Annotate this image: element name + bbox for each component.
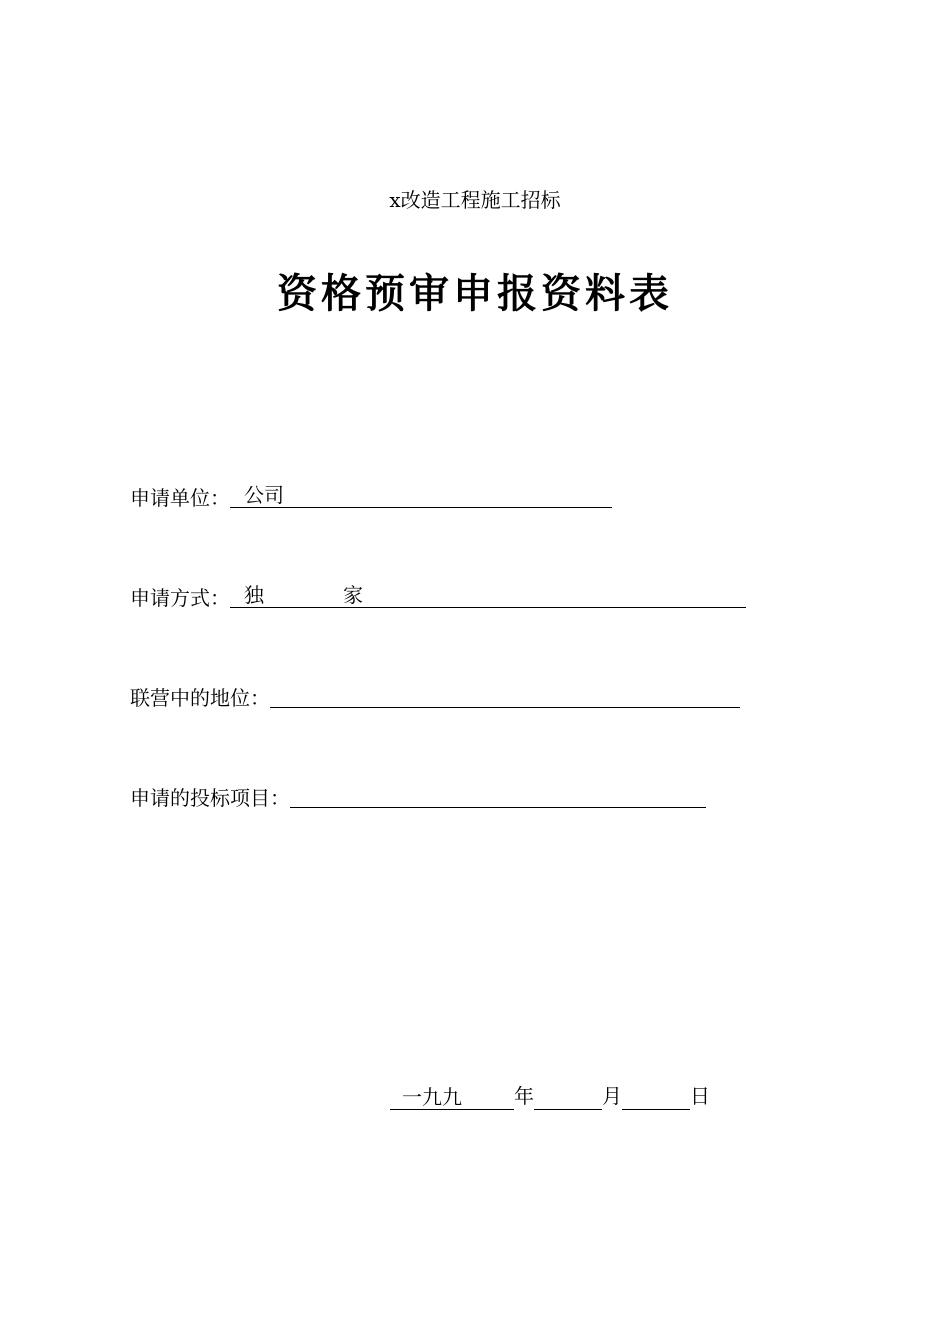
applicant-label: 申请单位： — [130, 486, 230, 510]
method-row — [130, 580, 746, 612]
month-field[interactable] — [534, 1081, 602, 1110]
method-value-part2: 家 — [343, 583, 363, 607]
date-row — [390, 1082, 710, 1114]
document-subtitle: x改造工程施工招标 — [389, 188, 561, 212]
method-field[interactable] — [230, 579, 746, 608]
day-unit: 日 — [690, 1084, 710, 1108]
consortium-role-row — [130, 680, 740, 712]
applicant-value: 公司 — [244, 483, 284, 507]
month-unit: 月 — [602, 1084, 622, 1108]
document-title: 资格预审申报资料表 — [277, 271, 673, 317]
applicant-field[interactable] — [230, 479, 612, 508]
year-value: 一九九 — [402, 1085, 462, 1109]
year-unit: 年 — [514, 1084, 534, 1108]
consortium-role-field[interactable] — [270, 679, 740, 708]
applicant-row — [130, 480, 612, 512]
method-value-part1: 独 — [244, 583, 264, 607]
bid-project-label: 申请的投标项目： — [130, 786, 290, 810]
consortium-role-label: 联营中的地位： — [130, 686, 270, 710]
bid-project-row — [130, 780, 706, 812]
year-field[interactable] — [390, 1081, 514, 1110]
method-label: 申请方式： — [130, 586, 230, 610]
bid-project-field[interactable] — [290, 779, 706, 808]
day-field[interactable] — [622, 1081, 690, 1110]
